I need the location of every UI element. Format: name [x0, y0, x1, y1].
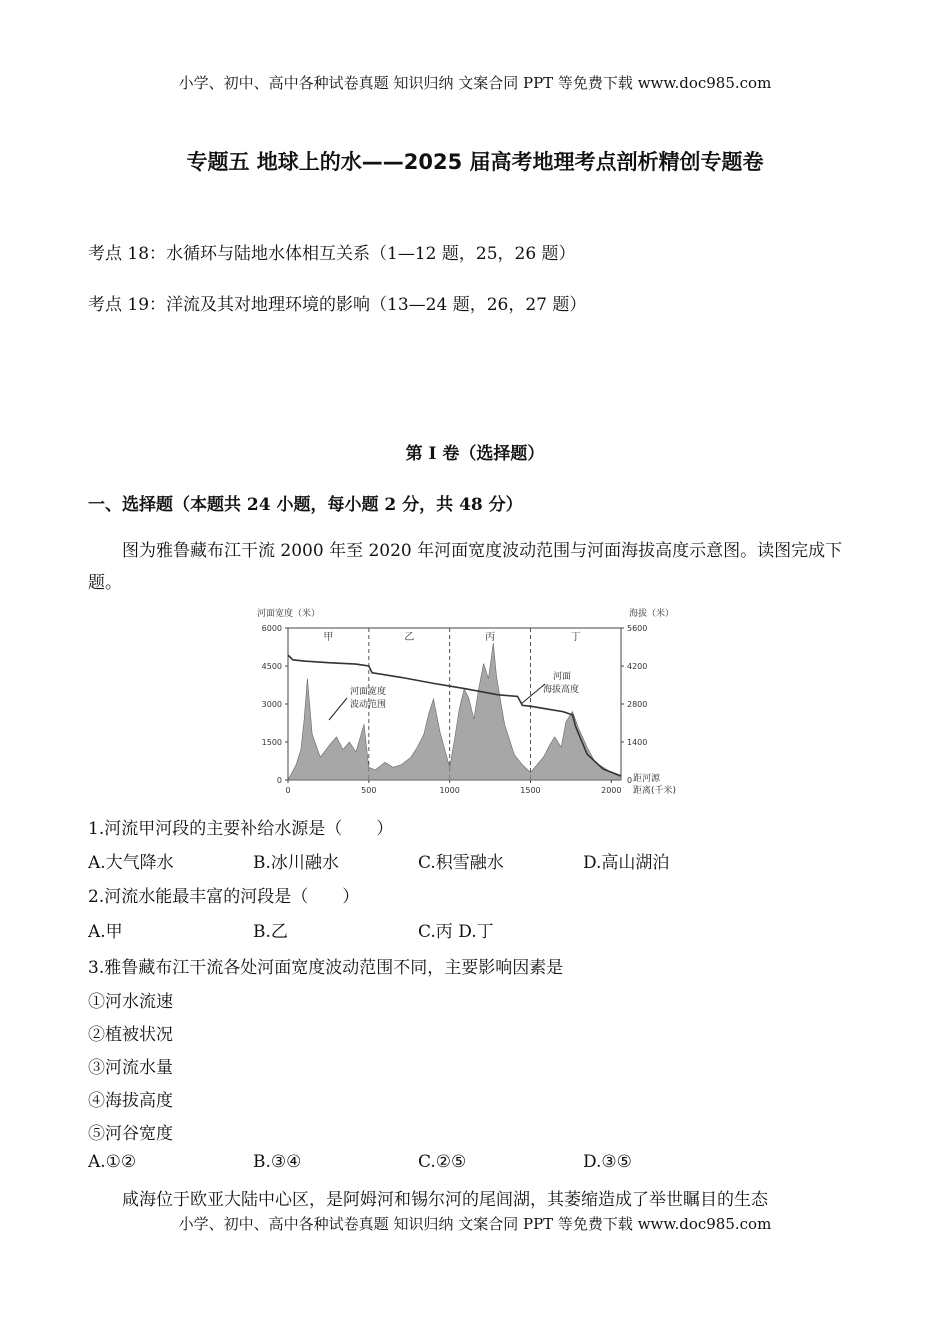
question-1-stem: 1.河流甲河段的主要补给水源是（ ） [88, 819, 394, 839]
page-title: 专题五 地球上的水——2025 届高考地理考点剖析精创专题卷 [186, 150, 764, 174]
right-tick-label-zero: 0 [627, 776, 633, 785]
intro-paragraph: 图为雅鲁藏布江干流 2000 年至 2020 年河面宽度波动范围与河面海拔高度示意图。读图完成下题。 [88, 541, 843, 593]
x-tick-label: 1500 [520, 786, 541, 795]
x-tick-label: 500 [361, 786, 377, 795]
part-title: 一、选择题（本题共 24 小题，每小题 2 分，共 48 分） [88, 495, 523, 515]
right-tick-label: 5600 [627, 624, 648, 633]
q2-option-cd[interactable]: C.丙 D.丁 [418, 922, 494, 942]
segment-label-1: 甲 [323, 632, 334, 643]
question-3-stem: 3.雅鲁藏布江干流各处河面宽度波动范围不同，主要影响因素是 [88, 958, 564, 978]
q3-option-d[interactable]: D.③⑤ [583, 1152, 632, 1172]
segment-label-3: 丙 [485, 632, 496, 643]
left-tick-label: 4500 [261, 662, 282, 671]
river-chart [255, 600, 695, 797]
x-tick-label: 2000 [601, 786, 622, 795]
right-tick-label: 2800 [627, 700, 648, 709]
q3-option-c[interactable]: C.②⑤ [418, 1152, 467, 1172]
left-tick-label: 1500 [261, 738, 282, 747]
right-tick-label: 1400 [627, 738, 648, 747]
x-tick-label: 1000 [439, 786, 460, 795]
q1-option-c[interactable]: C.积雪融水 [418, 853, 504, 873]
right-tick-label: 4200 [627, 662, 648, 671]
x-axis-title-1: 距河源 [633, 774, 661, 784]
segment-label-4: 丁 [570, 632, 581, 643]
q3-option-a[interactable]: A.①② [88, 1152, 137, 1172]
x-axis-title-2: 距离(千米) [633, 786, 677, 796]
q1-option-d[interactable]: D.高山湖泊 [583, 853, 670, 873]
annotation-elevation-1: 河面 [553, 672, 572, 682]
annotation-width-2: 波动范围 [350, 700, 387, 710]
left-tick-label: 0 [276, 776, 282, 785]
q2-option-a[interactable]: A.甲 [88, 922, 123, 942]
annotation-width-arrow [329, 698, 347, 720]
kaodian-19: 考点 19：洋流及其对地理环境的影响（13—24 题，26，27 题） [88, 295, 587, 315]
q3-choice-1: ①河水流速 [88, 992, 173, 1012]
page-footer: 小学、初中、高中各种试卷真题 知识归纳 文案合同 PPT 等免费下载 www.doc985.com [178, 1215, 772, 1233]
segment-label-2: 乙 [404, 632, 415, 643]
left-tick-label: 6000 [261, 624, 282, 633]
q3-option-b[interactable]: B.③④ [253, 1152, 302, 1172]
q3-choice-5: ⑤河谷宽度 [88, 1124, 173, 1144]
next-intro: 咸海位于欧亚大陆中心区，是阿姆河和锡尔河的尾闾湖，其萎缩造成了举世瞩目的生态 [122, 1190, 768, 1210]
annotation-elevation-2: 海拔高度 [543, 685, 580, 695]
x-tick-label: 0 [285, 786, 291, 795]
right-axis-title: 海拔（米） [629, 609, 675, 619]
q2-option-b[interactable]: B.乙 [253, 922, 288, 942]
left-tick-label: 3000 [261, 700, 282, 709]
annotation-width-1: 河面宽度 [350, 687, 387, 697]
section-title: 第 I 卷（选择题） [405, 444, 545, 464]
q1-option-b[interactable]: B.冰川融水 [253, 853, 339, 873]
q3-choice-4: ④海拔高度 [88, 1091, 173, 1111]
left-axis-title: 河面宽度（米） [257, 609, 321, 619]
q3-choice-3: ③河流水量 [88, 1058, 173, 1078]
kaodian-18: 考点 18：水循环与陆地水体相互关系（1—12 题，25，26 题） [88, 244, 576, 264]
q1-option-a[interactable]: A.大气降水 [88, 853, 174, 873]
page-header: 小学、初中、高中各种试卷真题 知识归纳 文案合同 PPT 等免费下载 www.doc985.com [178, 74, 772, 92]
q3-choice-2: ②植被状况 [88, 1025, 173, 1045]
annotation-elevation-arrow [521, 684, 545, 704]
question-2-stem: 2.河流水能最丰富的河段是（ ） [88, 887, 360, 907]
